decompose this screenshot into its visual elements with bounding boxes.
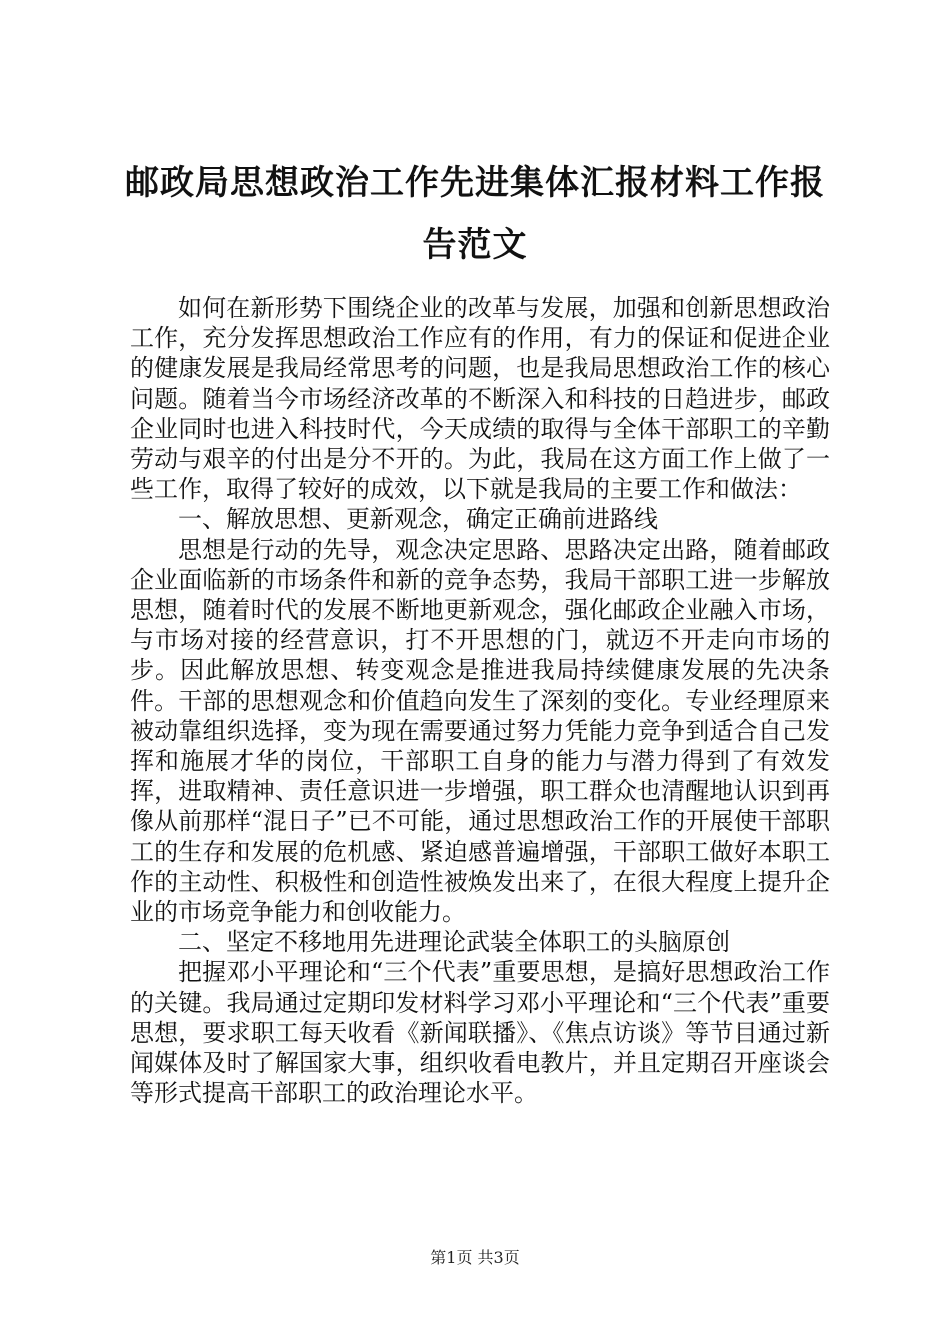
paragraph-intro: 如何在新形势下围绕企业的改革与发展，加强和创新思想政治工作，充分发挥思想政治工作应有的作用，有力的保证和促进企业的健康发展是我局经常思考的问题，也是我局思想政治工作的核心问题。随着当今市场经济改革的不断深入和科技的日趋进步，邮政企业同时也进入科技时代，今天成绩的取得与全体干部职工的辛勤劳动与艰辛的付出是分不开的。为此，我局在这方面工作上做了一些工作，取得了较好的成效，以下就是我局的主要工作和做法： (130, 294, 830, 504)
paragraph-section-2: 把握邓小平理论和“三个代表”重要思想，是搞好思想政治工作的关键。我局通过定期印发材料学习邓小平理论和“三个代表”重要思想，要求职工每天收看《新闻联播》、《焦点访谈》等节目通过新闻媒体及时了解国家大事，组织收看电教片，并且定期召开座谈会等形式提高干部职工的政治理论水平。 (130, 958, 830, 1108)
section-heading-1: 一、解放思想、更新观念，确定正确前进路线 (178, 505, 658, 534)
section-heading-2: 二、坚定不移地用先进理论武装全体职工的头脑原创 (178, 928, 730, 957)
paragraph-section-1: 思想是行动的先导，观念决定思路、思路决定出路，随着邮政企业面临新的市场条件和新的竞争态势，我局干部职工进一步解放思想，随着时代的发展不断地更新观念，强化邮政企业融入市场，与市场对接的经营意识，打不开思想的门，就迈不开走向市场的步。因此解放思想、转变观念是推进我局持续健康发展的先决条件。干部的思想观念和价值趋向发生了深刻的变化。专业经理原来被动靠组织选择，变为现在需要通过努力凭能力竞争到适合自己发挥和施展才华的岗位，干部职工自身的能力与潜力得到了有效发挥，进取精神、责任意识进一步增强，职工群众也清醒地认识到再像从前那样“混日子”已不可能，通过思想政治工作的开展使干部职工的生存和发展的危机感、紧迫感普遍增强，干部职工做好本职工作的主动性、积极性和创造性被焕发出来了，在很大程度上提升企业的市场竞争能力和创收能力。 (130, 535, 830, 927)
page-number-footer: 第1页 共3页 (430, 1248, 520, 1267)
document-title: 邮政局思想政治工作先进集体汇报材料工作报告范文 (125, 163, 825, 265)
document-body (130, 293, 830, 1108)
